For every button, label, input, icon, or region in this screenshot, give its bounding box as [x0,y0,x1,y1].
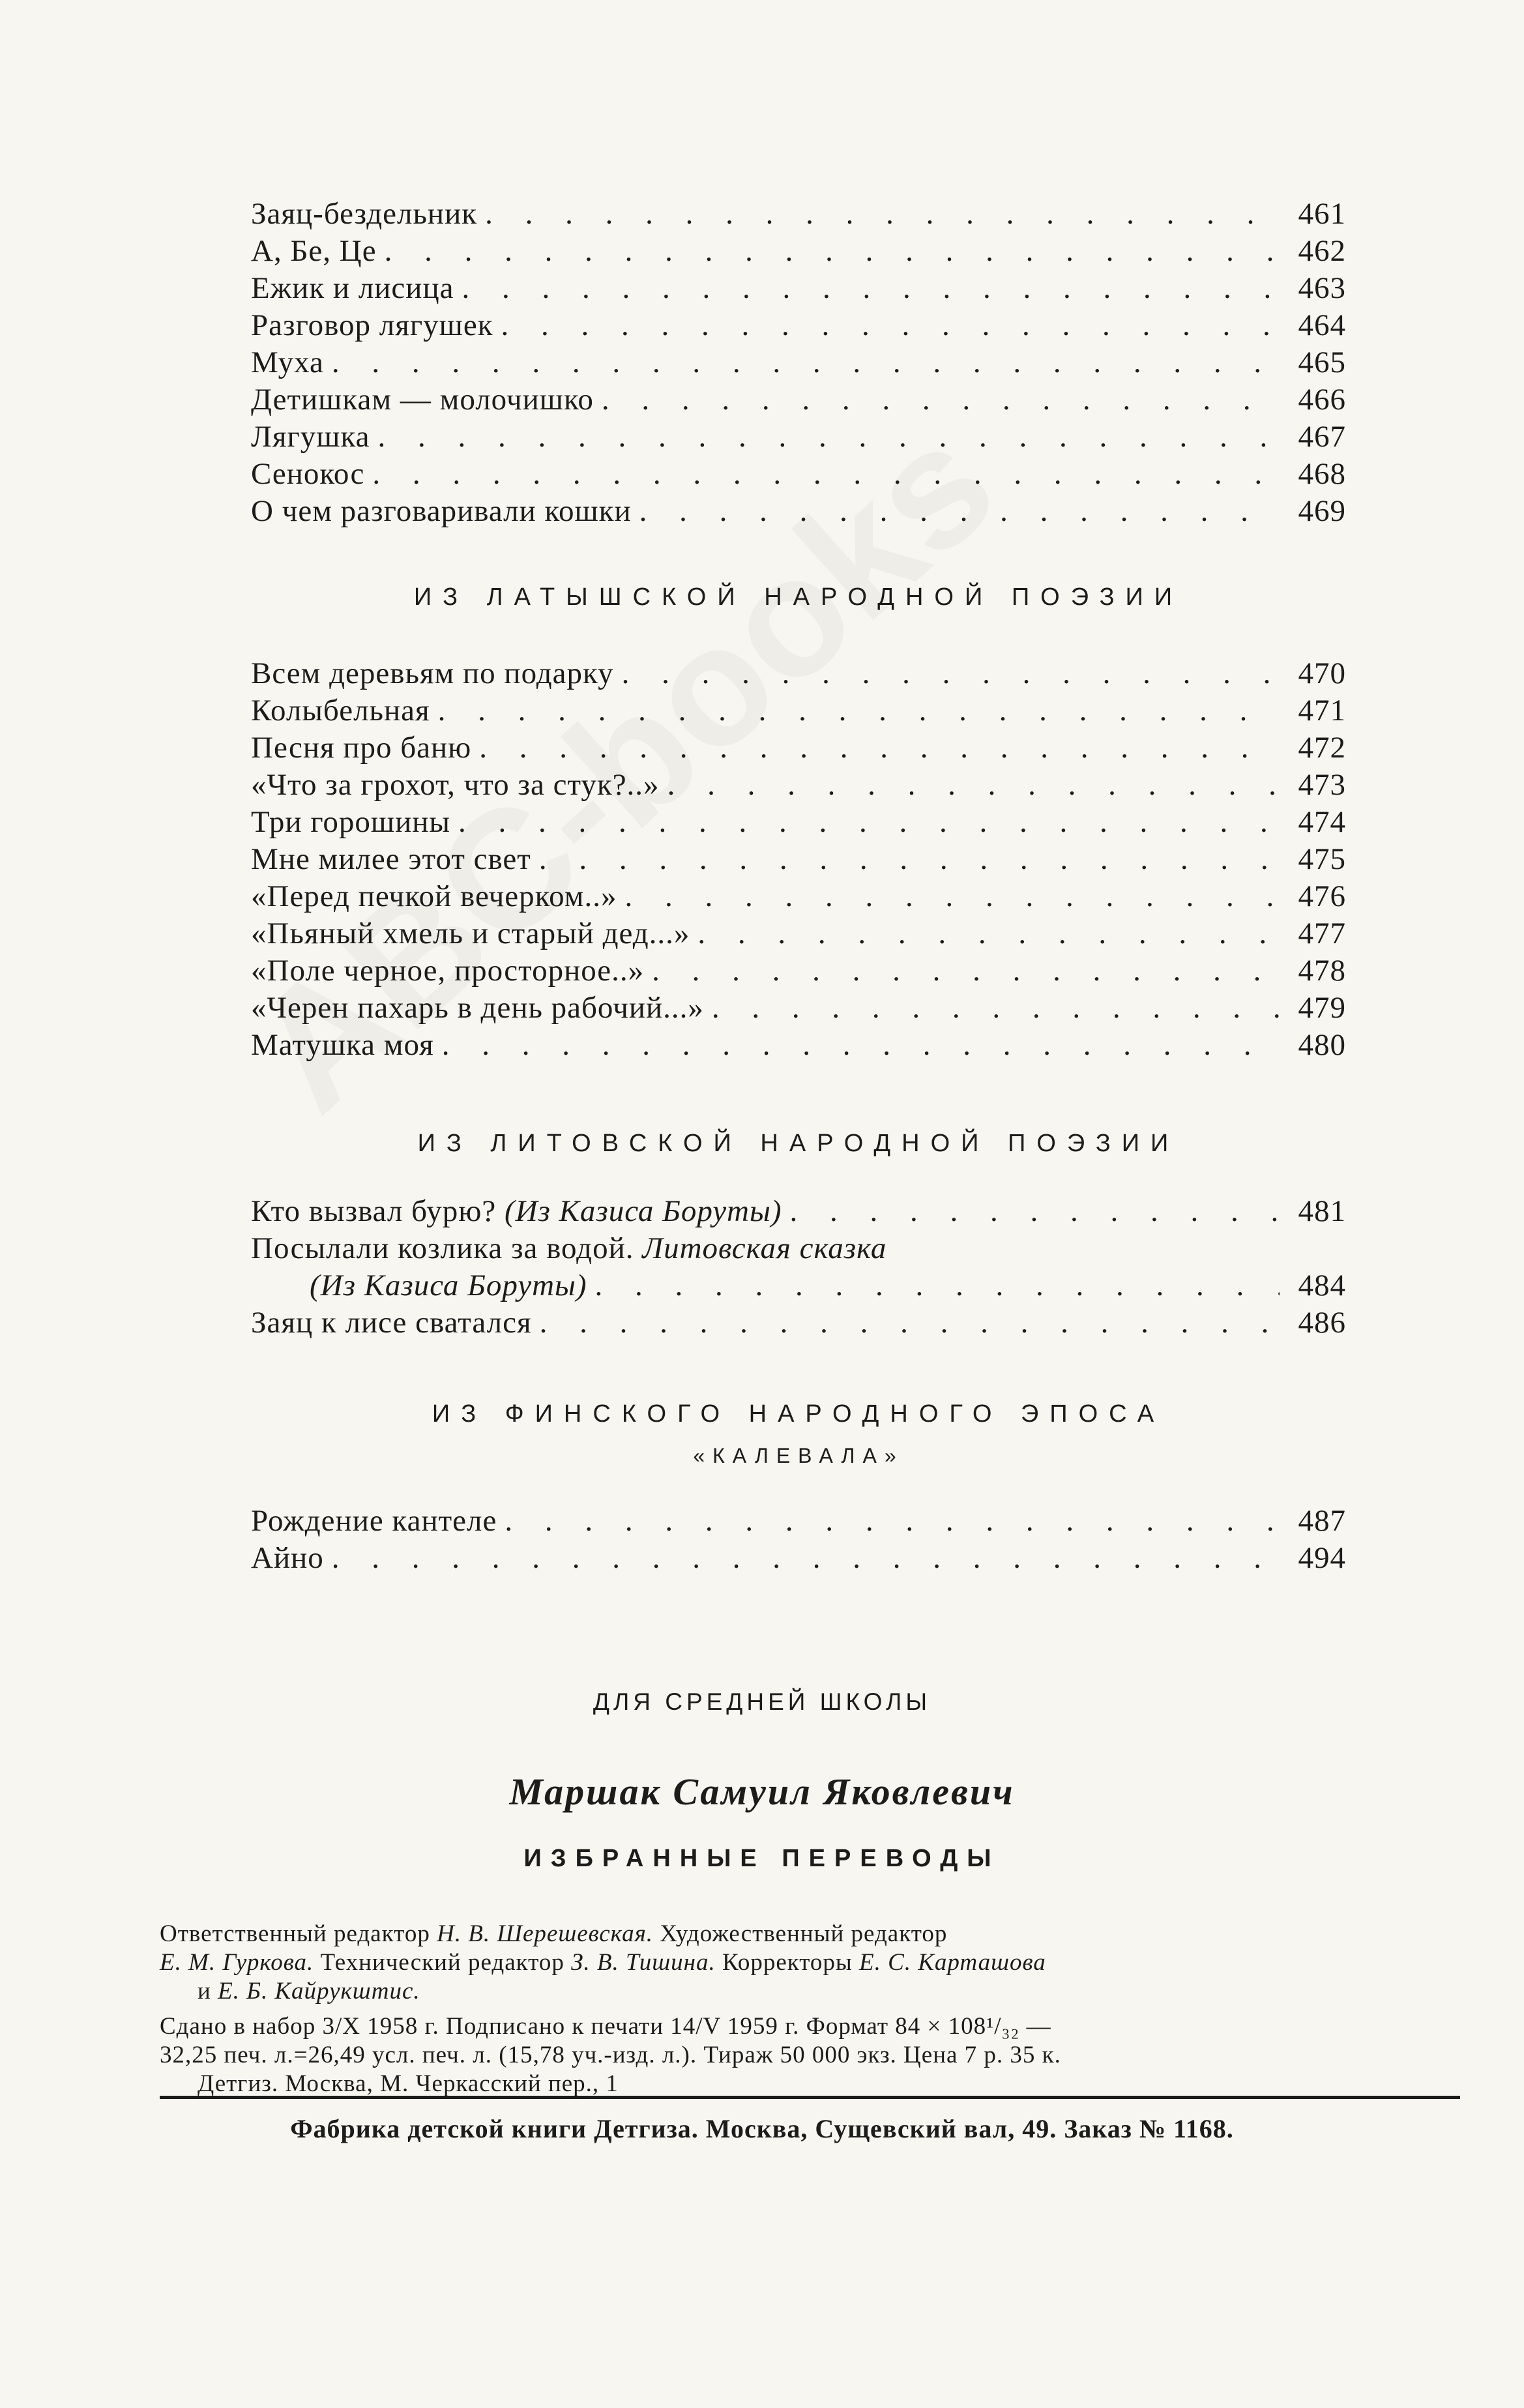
toc-entry: «Что за грохот, что за стук?..» . . . 473 [251,767,1346,804]
toc-entry: «Поле черное, просторное..» . . . 478 [251,952,1346,990]
toc-entry: Матушка моя . . . 480 [251,1027,1346,1064]
section-heading-lithuanian: ИЗ ЛИТОВСКОЙ НАРОДНОЙ ПОЭЗИИ [417,1130,1180,1157]
toc-entry: Рождение кантеле . . . 487 [251,1503,1346,1540]
toc-entry: Посылали козлика за водой. Литовская сказка [251,1231,887,1265]
toc-group-finnish [251,1503,1346,1577]
toc-entry: Ежик и лисица . . . 463 [251,270,1346,307]
toc-entry: Песня про баню . . . 472 [251,729,1346,767]
divider-rule [160,2096,1460,2099]
book-title: ИЗБРАННЫЕ ПЕРЕВОДЫ [523,1845,1001,1872]
print-line: 32,25 печ. л.=26,49 усл. печ. л. (15,78 уч.-изд. л.). Тираж 50 000 экз. Цена 7 р. 35 к. [160,2042,1061,2068]
author-name: Маршак Самуил Яковлевич [509,1770,1015,1813]
toc-entry: Сенокос . . . 468 [251,456,1346,493]
toc-entry: «Пьяный хмель и старый дед...» . . . 477 [251,915,1346,952]
credits-line: Ответственный редактор Н. В. Шерешевская. Художественный редактор [160,1920,948,1947]
credits-block [160,1920,1460,2098]
toc-entry: Лягушка . . . 467 [251,418,1346,456]
section-subheading-kalevala: «КАЛЕВАЛА» [693,1444,904,1467]
toc-entry: «Черен пахарь в день рабочий...» . . . 479 [251,990,1346,1027]
toc-entry: «Перед печкой вечерком..» . . . 476 [251,878,1346,915]
toc-entry: Разговор лягушек . . . 464 [251,307,1346,344]
credits-line: и Е. Б. Кайрукштис. [198,1978,420,2004]
toc-entry: Айно . . . 494 [251,1540,1346,1577]
toc-entry: Заяц-бездельник . . . 461 [251,196,1346,233]
toc-entry-continued: (Из Казиса Боруты) . . . 484 [251,1267,1346,1304]
series-label: ДЛЯ СРЕДНЕЙ ШКОЛЫ [593,1688,931,1715]
toc-entry: Заяц к лисе сватался . . . 486 [251,1304,1346,1342]
print-line: Детгиз. Москва, М. Черкасский пер., 1 [198,2070,619,2097]
toc-entry: А, Бе, Це . . . 462 [251,233,1346,270]
toc-group-latvian [251,655,1346,1064]
toc-entry: Всем деревьям по подарку . . . 470 [251,655,1346,692]
toc-group-lithuanian [251,1193,1346,1342]
toc-entry: Мне милее этот свет . . . 475 [251,841,1346,878]
toc-entry: О чем разговаривали кошки . . . 469 [251,493,1346,530]
toc-entry: Три горошины . . . 474 [251,804,1346,841]
toc-entry: Колыбельная . . . 471 [251,692,1346,729]
toc-entry: Кто вызвал бурю? (Из Казиса Боруты) . . . 481 [251,1193,1346,1230]
toc-group-top [251,196,1346,530]
credits-line: Е. М. Гуркова. Технический редактор З. В. Тишина. Корректоры Е. С. Карташова [160,1949,1046,1976]
print-line: Сдано в набор 3/X 1958 г. Подписано к печати 14/V 1959 г. Формат 84 × 108¹/₃₂ — [160,2013,1051,2040]
toc-entry: Муха . . . 465 [251,344,1346,381]
section-heading-finnish: ИЗ ФИНСКОГО НАРОДНОГО ЭПОСА [432,1400,1165,1428]
section-heading-latvian: ИЗ ЛАТЫШСКОЙ НАРОДНОЙ ПОЭЗИИ [413,583,1184,611]
factory-line: Фабрика детской книги Детгиза. Москва, Сущевский вал, 49. Заказ № 1168. [290,2114,1234,2143]
toc-entry: Детишкам — молочишко . . . 466 [251,381,1346,418]
